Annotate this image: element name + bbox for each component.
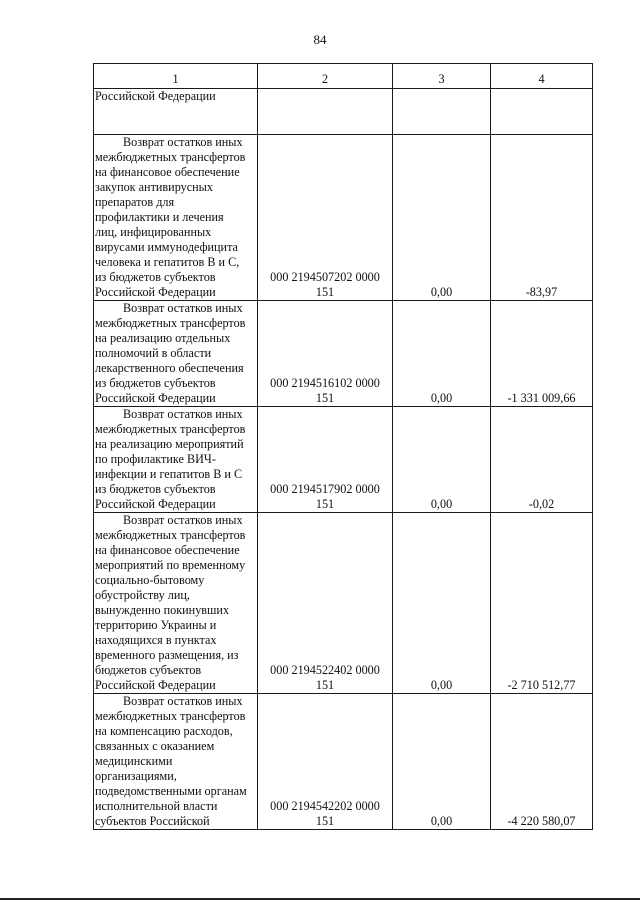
row-name-line: временного размещения, из bbox=[95, 648, 239, 662]
row-col4-value: -0,02 bbox=[491, 407, 593, 513]
table-row bbox=[94, 135, 593, 301]
row-code-cell bbox=[258, 301, 393, 407]
table-row bbox=[94, 513, 593, 694]
row-name-line: по профилактике ВИЧ- bbox=[95, 452, 216, 466]
header-col-3: 3 bbox=[393, 64, 491, 89]
row-code-cell bbox=[258, 89, 393, 135]
budget-table bbox=[93, 63, 593, 830]
row-name-line: межбюджетных трансфертов bbox=[95, 422, 246, 436]
row-name-line: межбюджетных трансфертов bbox=[95, 150, 246, 164]
row-name-line: Возврат остатков иных bbox=[123, 694, 243, 708]
row-code-line: 151 bbox=[315, 391, 335, 405]
row-name-line: из бюджетов субъектов bbox=[95, 376, 216, 390]
row-name-line: подведомственными органам bbox=[95, 784, 247, 798]
row-name-line: инфекции и гепатитов В и С bbox=[95, 467, 243, 481]
row-code-line: 000 2194507202 0000 bbox=[270, 270, 380, 284]
row-code-line: 000 2194516102 0000 bbox=[270, 376, 380, 390]
table-row bbox=[94, 301, 593, 407]
row-col4-value: -83,97 bbox=[491, 135, 593, 301]
row-name-line: Российской Федерации bbox=[95, 497, 216, 511]
row-name-cell bbox=[94, 513, 258, 694]
row-name-line: вирусами иммунодефицита bbox=[95, 240, 238, 254]
row-name-line: межбюджетных трансфертов bbox=[95, 316, 246, 330]
page-number: 84 bbox=[313, 32, 327, 47]
row-code-line: 151 bbox=[315, 814, 335, 828]
row-name-line: из бюджетов субъектов bbox=[95, 270, 216, 284]
row-name-cell bbox=[94, 89, 258, 135]
row-name-line: полномочий в области bbox=[95, 346, 212, 360]
row-name-line: Российской Федерации bbox=[95, 89, 216, 103]
row-name-line: Возврат остатков иных bbox=[123, 135, 243, 149]
row-code-line: 151 bbox=[315, 678, 335, 692]
row-name-line: из бюджетов субъектов bbox=[95, 482, 216, 496]
row-name-line: лиц, инфицированных bbox=[95, 225, 212, 239]
row-col3-value: 0,00 bbox=[393, 513, 491, 694]
row-spacer bbox=[95, 104, 256, 119]
row-name-line: связанных с оказанием bbox=[95, 739, 215, 753]
row-name-line: на финансовое обеспечение bbox=[95, 543, 240, 557]
row-name-line: социально-бытовому bbox=[95, 573, 205, 587]
row-name-cell bbox=[94, 301, 258, 407]
row-name-line: межбюджетных трансфертов bbox=[95, 709, 246, 723]
table-row bbox=[94, 407, 593, 513]
row-spacer bbox=[95, 119, 256, 134]
row-name-line: на финансовое обеспечение bbox=[95, 165, 240, 179]
row-name-line: Возврат остатков иных bbox=[123, 407, 243, 421]
row-col3-value: 0,00 bbox=[393, 301, 491, 407]
bottom-rule bbox=[0, 898, 640, 900]
row-name-line: обустройству лиц, bbox=[95, 588, 190, 602]
row-code-line: 151 bbox=[315, 497, 335, 511]
row-col4-value: -1 331 009,66 bbox=[491, 301, 593, 407]
row-name-line: Возврат остатков иных bbox=[123, 513, 243, 527]
row-name-line: находящихся в пунктах bbox=[95, 633, 217, 647]
row-name-line: бюджетов субъектов bbox=[95, 663, 202, 677]
header-col-1: 1 bbox=[94, 64, 258, 89]
row-name-line: субъектов Российской bbox=[95, 814, 210, 828]
row-name-line: Возврат остатков иных bbox=[123, 301, 243, 315]
row-code-cell bbox=[258, 694, 393, 830]
row-name-line: на реализацию мероприятий bbox=[95, 437, 244, 451]
row-code-line: 000 2194522402 0000 bbox=[270, 663, 380, 677]
row-name-line: лекарственного обеспечения bbox=[95, 361, 244, 375]
row-name-line: на реализацию отдельных bbox=[95, 331, 231, 345]
table-body bbox=[94, 89, 593, 830]
table-row bbox=[94, 694, 593, 830]
row-name-line: на компенсацию расходов, bbox=[95, 724, 233, 738]
row-name-line: медицинскими bbox=[95, 754, 173, 768]
table-row bbox=[94, 89, 593, 135]
row-name-line: территорию Украины и bbox=[95, 618, 217, 632]
row-name-line: Российской Федерации bbox=[95, 391, 216, 405]
row-code-cell bbox=[258, 135, 393, 301]
row-name-cell bbox=[94, 407, 258, 513]
table-header-row bbox=[94, 64, 593, 89]
row-col4-value bbox=[491, 89, 593, 135]
header-col-4: 4 bbox=[491, 64, 593, 89]
row-col3-value: 0,00 bbox=[393, 407, 491, 513]
row-name-line: организациями, bbox=[95, 769, 177, 783]
row-name-line: Российской Федерации bbox=[95, 678, 216, 692]
row-name-line: человека и гепатитов В и С, bbox=[95, 255, 240, 269]
row-code-line: 000 2194542202 0000 bbox=[270, 799, 380, 813]
header-col-2: 2 bbox=[258, 64, 393, 89]
row-name-cell bbox=[94, 135, 258, 301]
row-col3-value: 0,00 bbox=[393, 135, 491, 301]
row-col4-value: -2 710 512,77 bbox=[491, 513, 593, 694]
row-name-line: мероприятий по временному bbox=[95, 558, 246, 572]
row-name-line: исполнительной власти bbox=[95, 799, 218, 813]
row-name-line: препаратов для bbox=[95, 195, 175, 209]
row-code-cell bbox=[258, 407, 393, 513]
row-code-line: 151 bbox=[315, 285, 335, 299]
row-name-line: закупок антивирусных bbox=[95, 180, 213, 194]
row-col3-value bbox=[393, 89, 491, 135]
row-col4-value: -4 220 580,07 bbox=[491, 694, 593, 830]
row-name-line: вынужденно покинувших bbox=[95, 603, 230, 617]
row-code-line: 000 2194517902 0000 bbox=[270, 482, 380, 496]
row-name-line: профилактики и лечения bbox=[95, 210, 224, 224]
row-name-line: межбюджетных трансфертов bbox=[95, 528, 246, 542]
row-code-cell bbox=[258, 513, 393, 694]
row-name-line: Российской Федерации bbox=[95, 285, 216, 299]
row-name-cell bbox=[94, 694, 258, 830]
row-col3-value: 0,00 bbox=[393, 694, 491, 830]
